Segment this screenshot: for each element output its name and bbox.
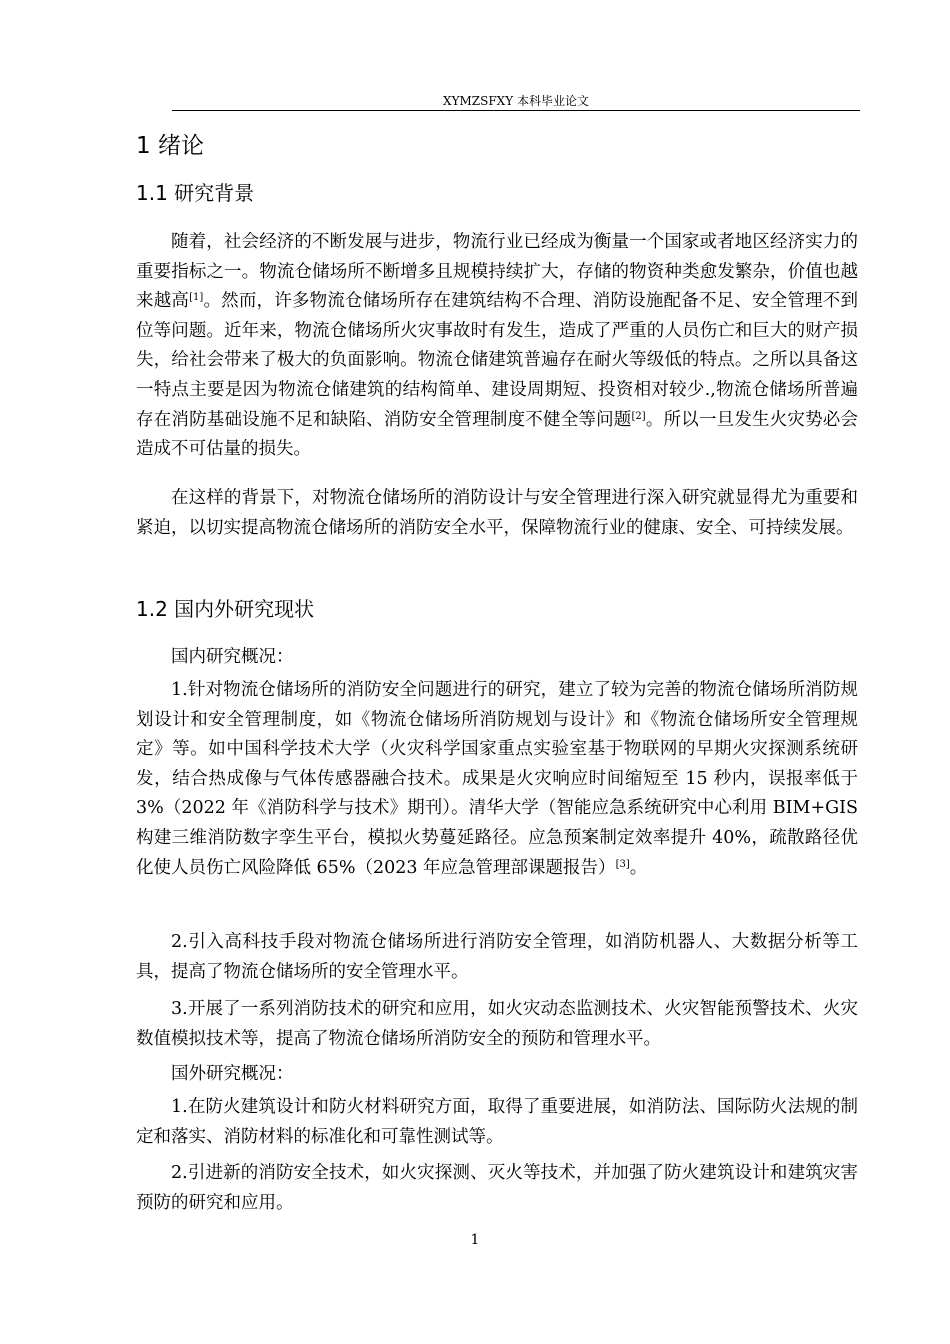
- citation-ref: [3]: [615, 858, 630, 870]
- section-title-research-status: 1.2 国内外研究现状: [136, 597, 315, 621]
- header-text: XYMZSFXY 本科毕业论文: [443, 94, 589, 108]
- page-header: [172, 94, 860, 111]
- domestic-label: 国内研究概况：: [171, 647, 294, 667]
- foreign-item-1: 1.在防火建筑设计和防火材料研究方面，取得了重要进展，如消防法、国际防火法规的制定和落实、消防材料的标准化和可靠性测试等。: [136, 1097, 858, 1147]
- domestic-item-3: 3.开展了一系列消防技术的研究和应用，如火灾动态监测技术、火灾智能预警技术、火灾数值模拟技术等，提高了物流仓储场所消防安全的预防和管理水平。: [136, 999, 858, 1049]
- domestic-item-1: [136, 676, 858, 883]
- citation-ref: [1]: [189, 292, 204, 304]
- domestic-item-2: 2.引入高科技手段对物流仓储场所进行消防安全管理，如消防机器人、大数据分析等工具，提高了物流仓储场所的安全管理水平。: [136, 932, 858, 982]
- paragraph-text: 。然而，许多物流仓储场所存在建筑结构不合理、消防设施配备不足、安全管理不到位等问题。近年来，物流仓储场所火灾事故时有发生，造成了严重的人员伤亡和巨大的财产损失，给社会带来了极大的负面影响。物流仓储建筑普遍存在耐火等级低的特点。之所以具备这一特点主要是因为物流仓储建筑的结构简单、建设周期短、投资相对较少.,物流仓储场所普遍存在消防基础设施不足和缺陷、消防安全管理制度不健全等问题: [136, 291, 859, 430]
- page-number: 1: [470, 1232, 480, 1248]
- foreign-label: 国外研究概况：: [171, 1064, 294, 1084]
- chapter-title: 1 绪论: [136, 133, 204, 159]
- paragraph-text: 1.针对物流仓储场所的消防安全问题进行的研究，建立了较为完善的物流仓储场所消防规划设计和安全管理制度，如《物流仓储场所消防规划与设计》和《物流仓储场所安全管理规定》等。如中国科学技术大学（火灾科学国家重点实验室基于物联网的早期火灾探测系统研发，结合热成像与气体传感器融合技术。成果是火灾响应时间缩短至 15 秒内，误报率低于 3%（2022 年《消防科学与技术》期刊）。清华大学（智能应急系统研究中心利用 BIM+GIS 构建三维消防数字孪生平台，模拟火势蔓延路径。应急预案制定效率提升 40%，疏散路径优化使人员伤亡风险降低 65%（2023 年应急管理部课题报告）: [136, 680, 858, 878]
- paragraph-text: 。: [629, 857, 648, 878]
- paragraph-background-2: 在这样的背景下，对物流仓储场所的消防设计与安全管理进行深入研究就显得尤为重要和紧迫，以切实提高物流仓储场所的消防安全水平，保障物流行业的健康、安全、可持续发展。: [136, 488, 858, 538]
- foreign-item-2: 2.引进新的消防安全技术，如火灾探测、灭火等技术，并加强了防火建筑设计和建筑灾害预防的研究和应用。: [136, 1163, 858, 1213]
- citation-ref: [2]: [631, 410, 646, 422]
- section-title-background: 1.1 研究背景: [136, 181, 255, 205]
- paragraph-background-1: [136, 228, 858, 465]
- paragraph-text: 。所以一旦发生火灾势必会造成不可估量的损失。: [136, 409, 859, 460]
- paragraph-text: 随着，社会经济的不断发展与进步，物流行业已经成为衡量一个国家或者地区经济实力的重要指标之一。物流仓储场所不断增多且规模持续扩大，存储的物资种类愈发繁杂，价值也越来越高: [136, 232, 858, 312]
